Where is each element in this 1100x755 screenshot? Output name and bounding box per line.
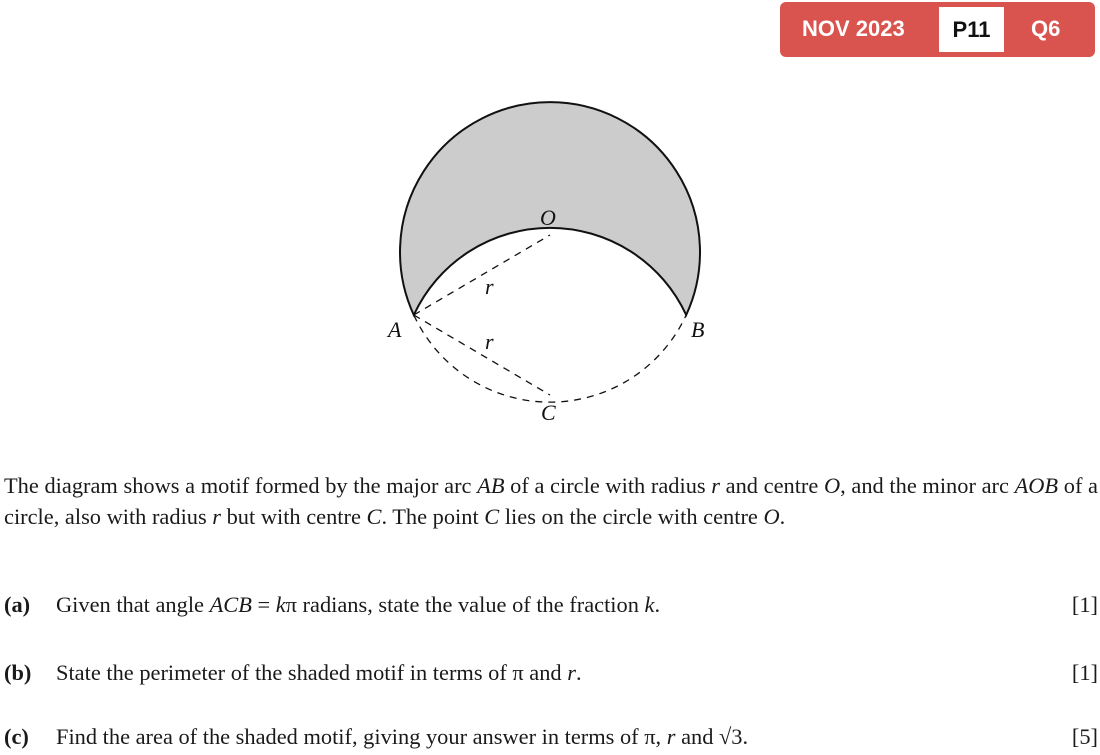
question-a bbox=[4, 592, 1098, 618]
question-c-text: Find the area of the shaded motif, giving your answer in terms of π, r and √3. bbox=[56, 724, 749, 749]
question-a-text: Given that angle ACB = kπ radians, state the value of the fraction k. bbox=[56, 592, 661, 617]
badge-question: Q6 bbox=[1031, 16, 1061, 41]
question-a-marks: [1] bbox=[1071, 592, 1098, 617]
badge-paper: P11 bbox=[939, 7, 1004, 52]
question-b bbox=[4, 660, 1098, 686]
question-c-marks: [5] bbox=[1071, 724, 1098, 749]
label-C: C bbox=[541, 400, 556, 425]
question-a-label: (a) bbox=[4, 592, 31, 617]
label-r-upper: r bbox=[485, 274, 494, 299]
radius-CA bbox=[414, 315, 550, 395]
question-b-label: (b) bbox=[4, 660, 32, 685]
dashed-arc-lower bbox=[414, 315, 686, 402]
label-r-lower: r bbox=[485, 329, 494, 354]
label-B: B bbox=[691, 317, 705, 342]
question-stem: The diagram shows a motif formed by the major arc AB of a circle with radius r and centre O, and the minor arc AOB of a circle, also with radius r but with centre C. The point C lies on the circle with centre O. bbox=[4, 473, 1098, 529]
label-A: A bbox=[388, 317, 402, 342]
badge-session: NOV 2023 bbox=[802, 16, 905, 41]
question-c-label: (c) bbox=[4, 724, 29, 749]
label-O: O bbox=[540, 205, 556, 230]
question-c bbox=[4, 724, 1098, 750]
question-b-marks: [1] bbox=[1071, 660, 1098, 685]
question-b-text: State the perimeter of the shaded motif in terms of π and r. bbox=[56, 660, 582, 685]
